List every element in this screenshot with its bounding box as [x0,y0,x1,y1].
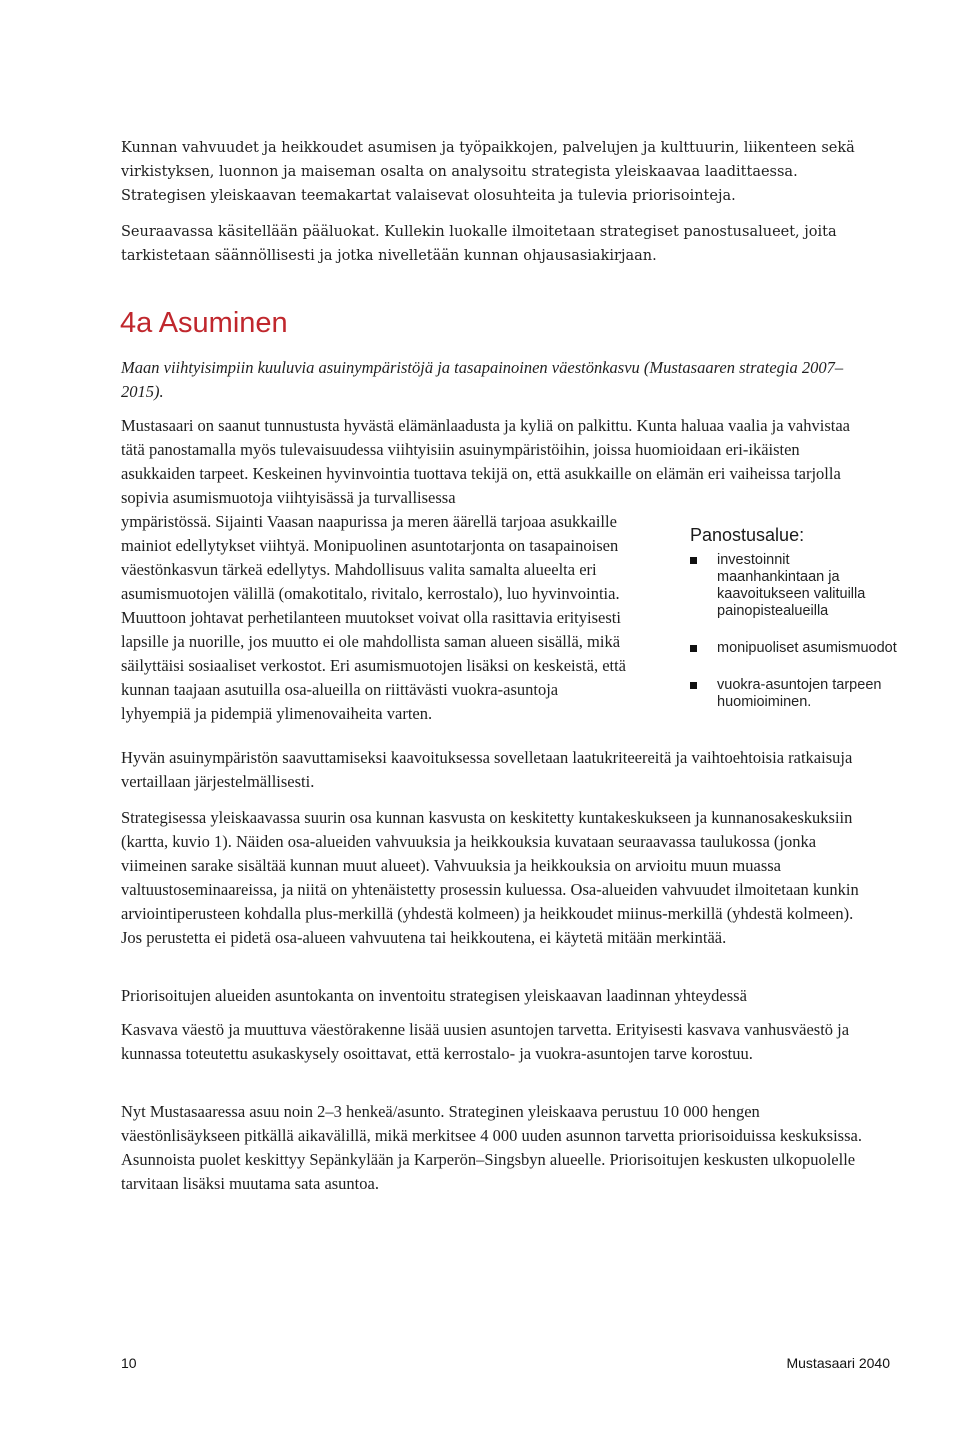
focus-area-text: investoinnit maanhankintaan ja kaavoitukseen valituilla painopistealueilla [717,552,866,619]
body-paragraph-4: Priorisoitujen alueiden asuntokanta on inventoitu strategisen yleiskaavan laadinnan yhteydessä [121,986,747,1005]
focus-area-item [690,640,900,657]
focus-area-item [690,677,900,711]
focus-areas-list [690,552,900,711]
body-paragraph-5: Kasvava väestö ja muuttuva väestörakenne lisää uusien asuntojen tarvetta. Erityisesti kasvava vanhusväestö ja kunnassa toteutettu asukaskysely osoittavat, että kerrostalo- ja vuokra-asuntojen tarve korostuu. [121,1020,850,1063]
section-heading: 4a Asuminen [120,307,288,339]
intro-paragraph-2: Seuraavassa käsitellään pääluokat. Kullekin luokalle ilmoitetaan strategiset panostusalueet, joita tarkistetaan säännöllisesti ja jotka nivelletään kunnan ohjausasiakirjaan. [121,224,837,264]
body-paragraph-6: Nyt Mustasaaressa asuu noin 2–3 henkeä/asunto. Strateginen yleiskaava perustuu 10 000 hengen väestönlisäykseen pitkällä aikavälillä, mikä merkitsee 4 000 uuden asunnon tarvetta priorisoiduissa keskuksissa. Asunnoista puolet keskittyy Sepänkylään ja Karperön–Singsbyn alueelle. Priorisoitujen keskusten ulkopuolelle tarvitaan lisäksi muutama sata asuntoa. [121,1102,862,1193]
body-paragraph-3: Strategisessa yleiskaavassa suurin osa kunnan kasvusta on keskitetty kuntakeskukseen ja kunnanosakeskuksiin (kartta, kuvio 1). Näiden osa-alueiden vahvuuksia ja heikkouksia kuvataan seuraavassa taulukossa (jonka viimeinen sarake sisältää kunnan muut alueet). Vahvuuksia ja heikkouksia on arvioitu muun muassa valtuustoseminaareissa, ja niitä on yhtenäistetty prosessin kuluessa. Osa-alueiden vahvuudet ilmoitetaan kunkin arviointiperusteen kohdalla plus-merkillä (yhdestä kolmeen) ja heikkoudet miinus-merkillä (yhdestä kolmeen). Jos perustetta ei pidetä osa-alueen vahvuutena tai heikkoutena, ei käytetä mitään merkintää. [121,808,859,947]
body-paragraph-1-continued: ympäristössä. Sijainti Vaasan naapurissa ja meren äärellä tarjoaa asukkaille mainiot edellytykset viihtyä. Monipuolinen asuntotarjonta on tasapainoisen väestönkasvun tärkeä edellytys. Mahdollisuus valita samalta alueelta eri asumismuotojen välillä (omakotitalo, rivitalo, kerrostalo), luo hyvinvointia. Muuttoon johtavat perhetilanteen muutokset voivat olla rasittavia erityisesti lapsille ja nuorille, jos muutto ei ole mahdollista saman alueen sisällä, mikä säilyttäisi sosiaaliset verkostot. Eri asumismuotojen lisäksi on keskeistä, että kunnan taajaan asutuilla osa-alueilla on riittävästi vuokra-asuntoja lyhyempiä ja pidempiä ylimenovaiheita varten. [121,512,627,723]
focus-area-item [690,552,900,620]
page-number: 10 [121,1355,137,1371]
intro-paragraph-1: Kunnan vahvuudet ja heikkoudet asumisen ja työpaikkojen, palvelujen ja kulttuurin, liikenteen sekä virkistyksen, luonnon ja maiseman osalta on analysoitu strategista yleiskaavaa laadittaessa. Strategisen yleiskaavan teemakartat valaisevat olosuhteita ja tulevia priorisointeja. [121,140,855,204]
body-paragraph-2: Hyvän asuinympäristön saavuttamiseksi kaavoituksessa sovelletaan laatukriteereitä ja vaihtoehtoisia ratkaisuja vertaillaan järjestelmällisesti. [121,748,853,791]
focus-area-text: vuokra-asuntojen tarpeen huomioiminen. [717,677,882,710]
section-subtitle: Maan viihtyisimpiin kuuluvia asuinympäristöjä ja tasapainoinen väestönkasvu (Mustasaaren strategia 2007–2015). [121,358,844,401]
square-bullet-icon [690,682,697,689]
square-bullet-icon [690,645,697,652]
focus-areas-box [690,524,900,731]
body-paragraph-1: Mustasaari on saanut tunnustusta hyvästä elämänlaadusta ja kyliä on palkittu. Kunta haluaa vaalia ja vahvistaa tätä panostamalla myös tulevaisuudessa viihtyisiin asuinympäristöihin, joissa huomioidaan eri-ikäisten asukkaiden tarpeet. Keskeinen hyvinvointia tuottava tekijä on, että asukkaille on elämän eri vaiheissa tarjolla sopivia asumismuotoja viihtyisässä ja turvallisessa [121,416,850,507]
square-bullet-icon [690,557,697,564]
publication-name: Mustasaari 2040 [786,1355,890,1371]
focus-areas-title: Panostusalue: [690,525,805,545]
focus-area-text: monipuoliset asumismuodot [717,640,897,656]
